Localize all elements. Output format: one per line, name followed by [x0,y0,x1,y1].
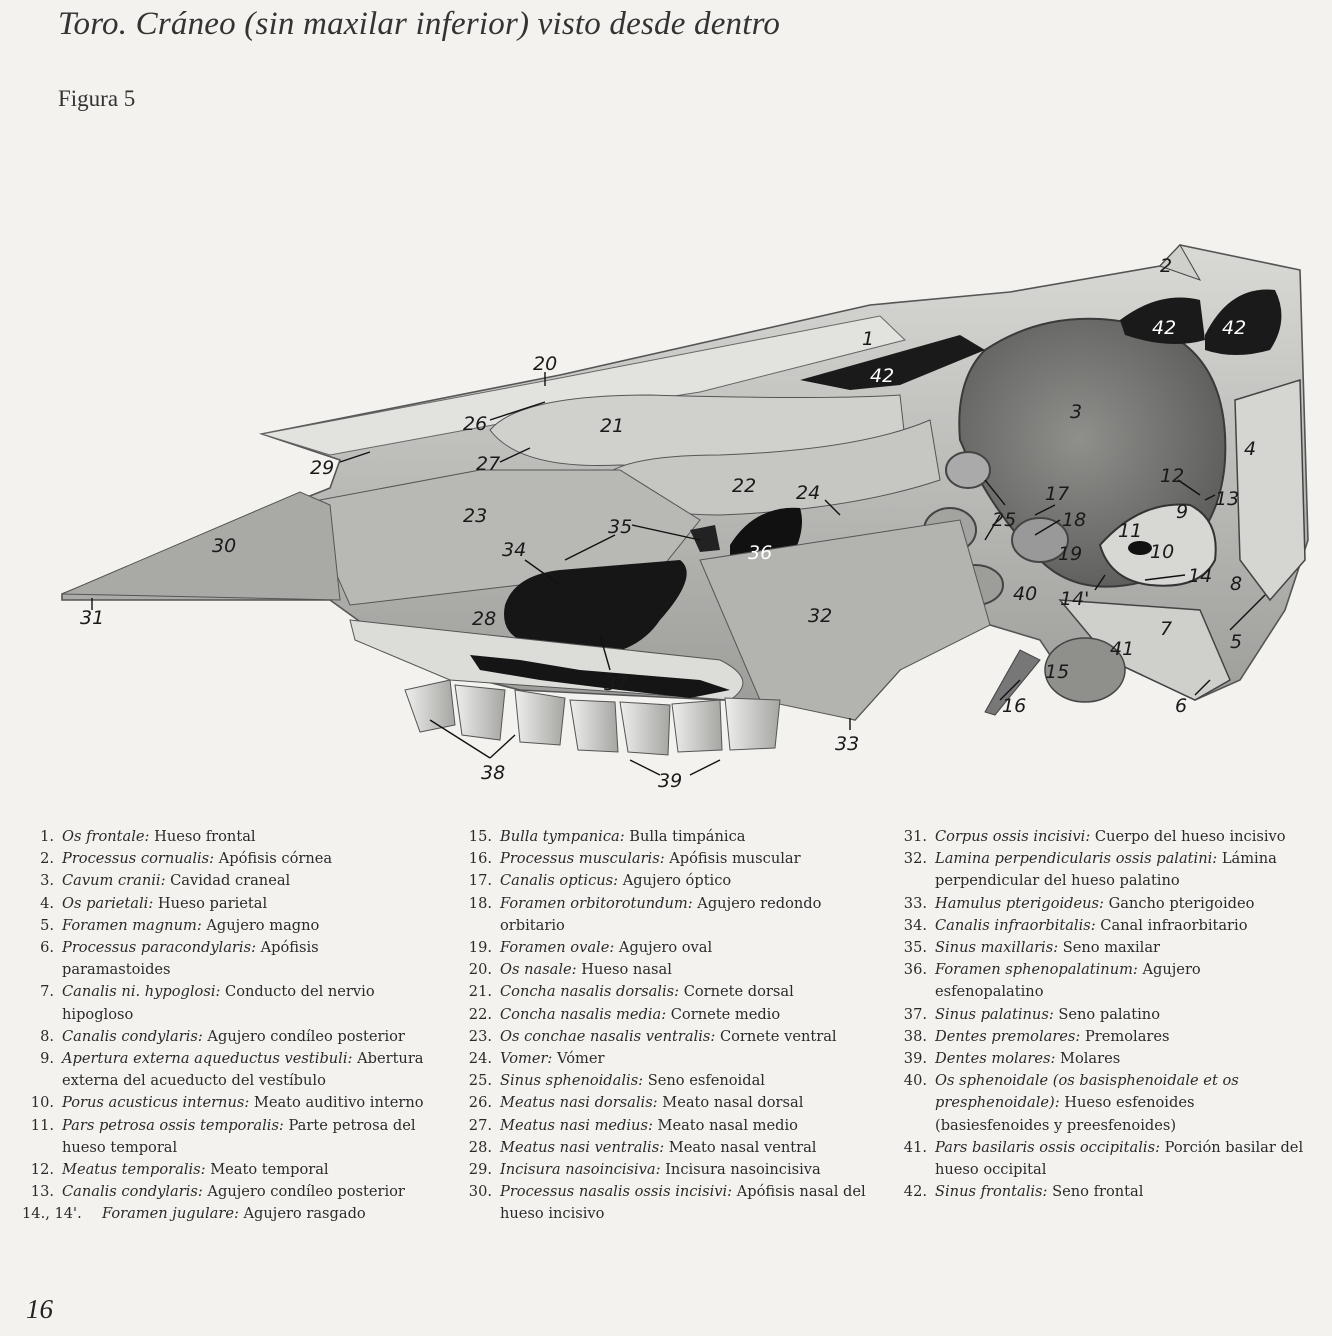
legend-item: 4. Os parietali: Hueso parietal [40,894,268,912]
callout-5: 5 [1230,631,1243,653]
callout-26: 26 [463,413,488,435]
callout-14: 14 [1188,565,1213,587]
callout-40: 40 [1013,583,1038,605]
legend-item: 38. Dentes premolares: Premolares [903,1027,1170,1045]
legend-item: 16. Processus muscularis: Apófisis muscular [468,850,801,868]
legend-item: 30. Processus nasalis ossis incisivi: Apófisis nasal del hueso incisivo [468,1183,866,1223]
callout-28: 28 [472,608,497,630]
legend-item: 23. Os conchae nasalis ventralis: Cornete ventral [468,1027,837,1045]
legend-item: 10. Porus acusticus internus: Meato auditivo interno [30,1094,424,1112]
callout-1: 1 [862,328,875,350]
callout-42: 42 [1152,317,1177,339]
legend-column-1 [20,826,430,1226]
page-number: 16 [26,1294,53,1324]
callout-19: 19 [1058,543,1083,565]
callout-9: 9 [1176,501,1189,523]
legend-item: 18. Foramen orbitorotundum: Agujero redondo orbitario [468,894,822,934]
callout-35: 35 [608,516,633,538]
legend-item: 3. Cavum cranii: Cavidad craneal [40,872,291,890]
legend-item: 14., 14'. Foramen jugulare: Agujero rasgado [22,1205,366,1223]
porus-acusticus [1128,541,1152,555]
legend-item: 1. Os frontale: Hueso frontal [40,828,256,845]
callout-32: 32 [808,605,833,627]
legend-item: 11. Pars petrosa ossis temporalis: Parte petrosa del hueso temporal [30,1116,416,1156]
legend-item: 41. Pars basilaris ossis occipitalis: Porción basilar del hueso occipital [903,1138,1304,1179]
legend-item: 15. Bulla tympanica: Bulla timpánica [468,828,746,845]
callout-37: 37 [604,673,629,695]
legend-item: 24. Vomer: Vómer [468,1050,605,1068]
callout-15: 15 [1045,661,1070,683]
legend-column-3 [893,826,1313,1203]
sphenoid-sinus [946,452,990,488]
legend-item: 7. Canalis ni. hypoglosi: Conducto del nervio hipogloso [40,983,375,1023]
callout-31: 31 [80,607,105,629]
legend-item: 33. Hamulus pterigoideus: Gancho pterigoideo [903,894,1255,912]
legend-item: 9. Apertura externa aqueductus vestibuli: Abertura externa del acueducto del vestíbulo [40,1050,424,1090]
legend-item: 27. Meatus nasi medius: Meato nasal medio [468,1116,798,1134]
legend-item: 25. Sinus sphenoidalis: Seno esfenoidal [468,1072,765,1090]
callout-38: 38 [481,762,506,784]
callout-6: 6 [1175,695,1188,717]
legend-item: 20. Os nasale: Hueso nasal [468,961,672,979]
legend-item: 12. Meatus temporalis: Meato temporal [30,1161,329,1179]
legend-item: 5. Foramen magnum: Agujero magno [40,916,320,934]
page-title: Toro. Cráneo (sin maxilar inferior) visto desde dentro [58,6,781,42]
legend-column-2 [458,826,878,1226]
molar-teeth [570,698,780,755]
legend-item: 37. Sinus palatinus: Seno palatino [903,1005,1160,1023]
callout-21: 21 [600,415,625,437]
legend-item: 22. Concha nasalis media: Cornete medio [468,1005,781,1023]
legend-item: 21. Concha nasalis dorsalis: Cornete dorsal [468,983,794,1001]
skull-illustration [0,230,1332,810]
callout-27: 27 [476,453,501,475]
legend-item: 40. Os sphenoidale (os basisphenoidale et os presphenoidale): Hueso esfenoides (basiesfenoides y preesfenoides) [903,1072,1239,1134]
callout-12: 12 [1160,465,1185,487]
incisive-process [62,492,340,600]
callout-4: 4 [1244,438,1257,460]
callout-2: 2 [1160,255,1173,277]
callout-16: 16 [1002,695,1027,717]
callout-34: 34 [502,539,527,561]
legend-item: 32. Lamina perpendicularis ossis palatini: Lámina perpendicular del hueso palatino [903,850,1277,890]
callout-10: 10 [1150,541,1175,563]
callout-8: 8 [1230,573,1243,595]
legend-item: 26. Meatus nasi dorsalis: Meato nasal dorsal [468,1094,804,1112]
legend-item: 13. Canalis condylaris: Agujero condíleo posterior [30,1183,405,1201]
legend-item: 19. Foramen ovale: Agujero oval [468,939,713,957]
legend-item: 2. Processus cornualis: Apófisis córnea [40,850,333,868]
legend-item: 6. Processus paracondylaris: Apófisis paramastoides [40,939,319,979]
callout-11: 11 [1118,520,1143,542]
callout-22: 22 [732,475,757,497]
callout-7: 7 [1160,618,1173,640]
callout-42: 42 [1222,317,1247,339]
callout-36: 36 [748,542,773,564]
skull-figure [0,230,1332,810]
callout-3: 3 [1070,401,1083,423]
legend-item: 28. Meatus nasi ventralis: Meato nasal ventral [468,1138,817,1156]
callout-42: 42 [870,365,895,387]
legend-item: 8. Canalis condylaris: Agujero condíleo posterior [40,1027,405,1045]
legend-item: 31. Corpus ossis incisivi: Cuerpo del hueso incisivo [903,828,1286,845]
legend-item: 42. Sinus frontalis: Seno frontal [903,1183,1144,1201]
callout-18: 18 [1062,509,1087,531]
legend-item: 34. Canalis infraorbitalis: Canal infraorbitario [903,916,1248,934]
callout-20: 20 [533,353,558,375]
callout-29: 29 [310,457,335,479]
parietal-bone [1235,380,1305,600]
callout-14-prime: 14' [1060,588,1090,610]
callout-13: 13 [1215,488,1240,510]
legend-item: 29. Incisura nasoincisiva: Incisura nasoincisiva [468,1161,821,1179]
legend-item: 35. Sinus maxillaris: Seno maxilar [903,939,1161,957]
callout-23: 23 [463,505,488,527]
legend-item: 36. Foramen sphenopalatinum: Agujero esfenopalatino [903,961,1201,1001]
callout-30: 30 [212,535,237,557]
callout-25: 25 [992,509,1017,531]
callout-39: 39 [658,770,683,792]
figure-label: Figura 5 [58,86,136,111]
callout-41: 41 [1110,638,1135,660]
callout-17: 17 [1045,483,1070,505]
callout-24: 24 [796,482,821,504]
callout-33: 33 [835,733,860,755]
legend-item: 17. Canalis opticus: Agujero óptico [468,872,732,890]
legend-item: 39. Dentes molares: Molares [903,1050,1121,1068]
